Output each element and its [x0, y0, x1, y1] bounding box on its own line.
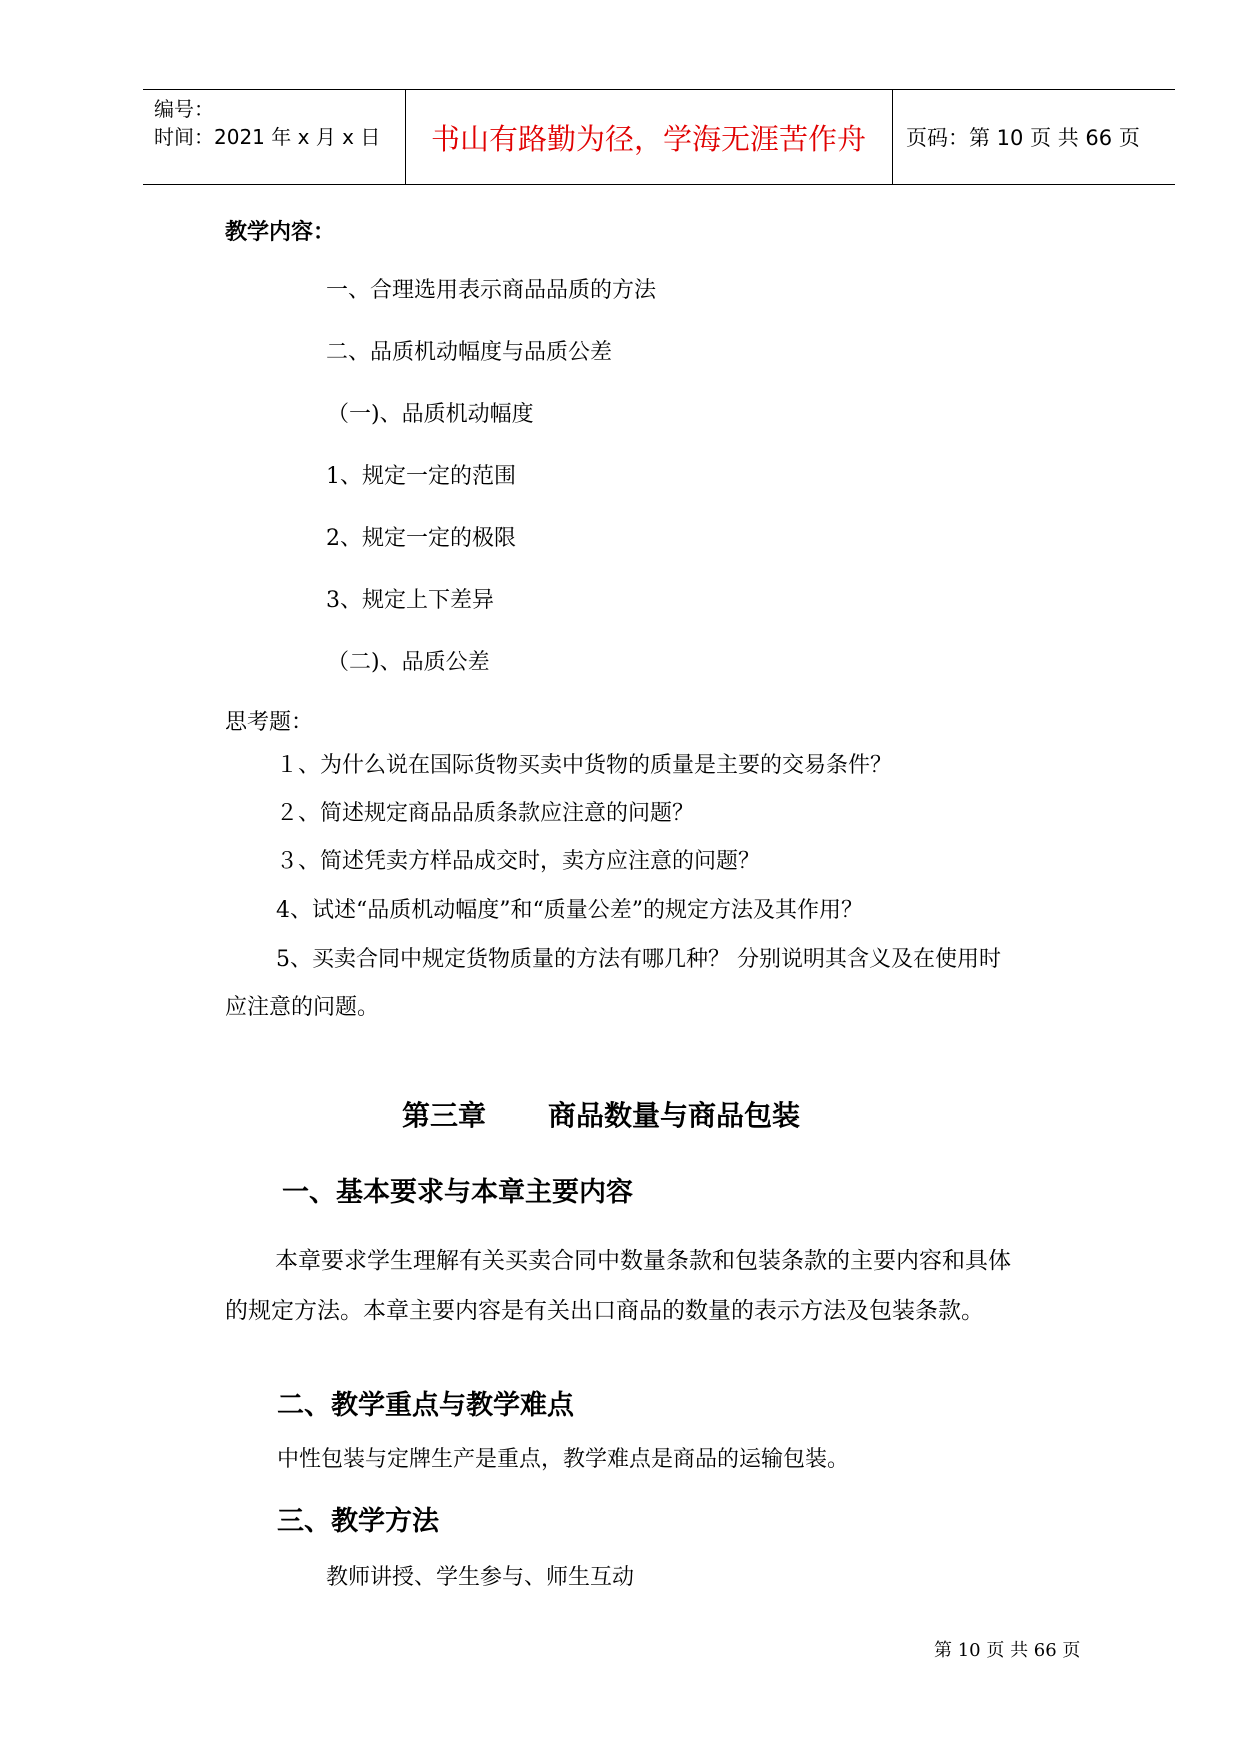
- content-item: （二)、品质公差: [327, 650, 490, 675]
- teaching-content-title: 教学内容：: [225, 220, 336, 245]
- content-item: （一)、品质机动幅度: [327, 402, 534, 427]
- section-body: 的规定方法。本章主要内容是有关出口商品的数量的表示方法及包装条款。: [225, 1298, 984, 1324]
- page-header: [143, 89, 1175, 185]
- question-item: ３、简述凭卖方样品成交时，卖方应注意的问题？: [276, 849, 761, 874]
- question-item: 应注意的问题。: [225, 995, 380, 1020]
- chapter-title: 商品数量与商品包装: [548, 1099, 801, 1132]
- question-item: 5、买卖合同中规定货物质量的方法有哪几种？ 分别说明其含义及在使用时: [276, 947, 1001, 972]
- section-title: 二、教学重点与教学难点: [277, 1390, 574, 1421]
- question-item: 4、试述“品质机动幅度”和“质量公差”的规定方法及其作用？: [276, 898, 863, 923]
- section-title: 一、基本要求与本章主要内容: [282, 1177, 633, 1208]
- chapter-number: 第三章: [402, 1099, 487, 1132]
- question-item: １、为什么说在国际货物买卖中货物的质量是主要的交易条件？: [276, 753, 893, 778]
- document-time-label: 时间：2021 年 x 月 x 日: [154, 125, 381, 149]
- section-body: 教师讲授、学生参与、师生互动: [326, 1565, 635, 1590]
- content-item: 一、合理选用表示商品品质的方法: [326, 278, 657, 303]
- content-item: 3、规定上下差异: [326, 588, 494, 613]
- question-item: ２、简述规定商品品质条款应注意的问题？: [276, 801, 695, 826]
- document-number-label: 编号：: [154, 97, 214, 121]
- header-meta: [154, 95, 380, 151]
- section-title: 三、教学方法: [277, 1506, 439, 1537]
- section-body: 本章要求学生理解有关买卖合同中数量条款和包装条款的主要内容和具体: [275, 1248, 1011, 1274]
- questions-title: 思考题：: [225, 710, 314, 735]
- header-page-info: 页码：第 10 页 共 66 页: [906, 126, 1140, 150]
- section-body: 中性包装与定牌生产是重点，教学难点是商品的运输包装。: [277, 1447, 850, 1472]
- content-item: 二、品质机动幅度与品质公差: [326, 340, 613, 365]
- page-footer: 第 10 页 共 66 页: [934, 1640, 1081, 1661]
- content-item: 1、规定一定的范围: [326, 464, 516, 489]
- header-motto: 书山有路勤为径，学海无涯苦作舟: [430, 122, 866, 156]
- content-item: 2、规定一定的极限: [326, 526, 516, 551]
- header-divider-right: [892, 90, 893, 184]
